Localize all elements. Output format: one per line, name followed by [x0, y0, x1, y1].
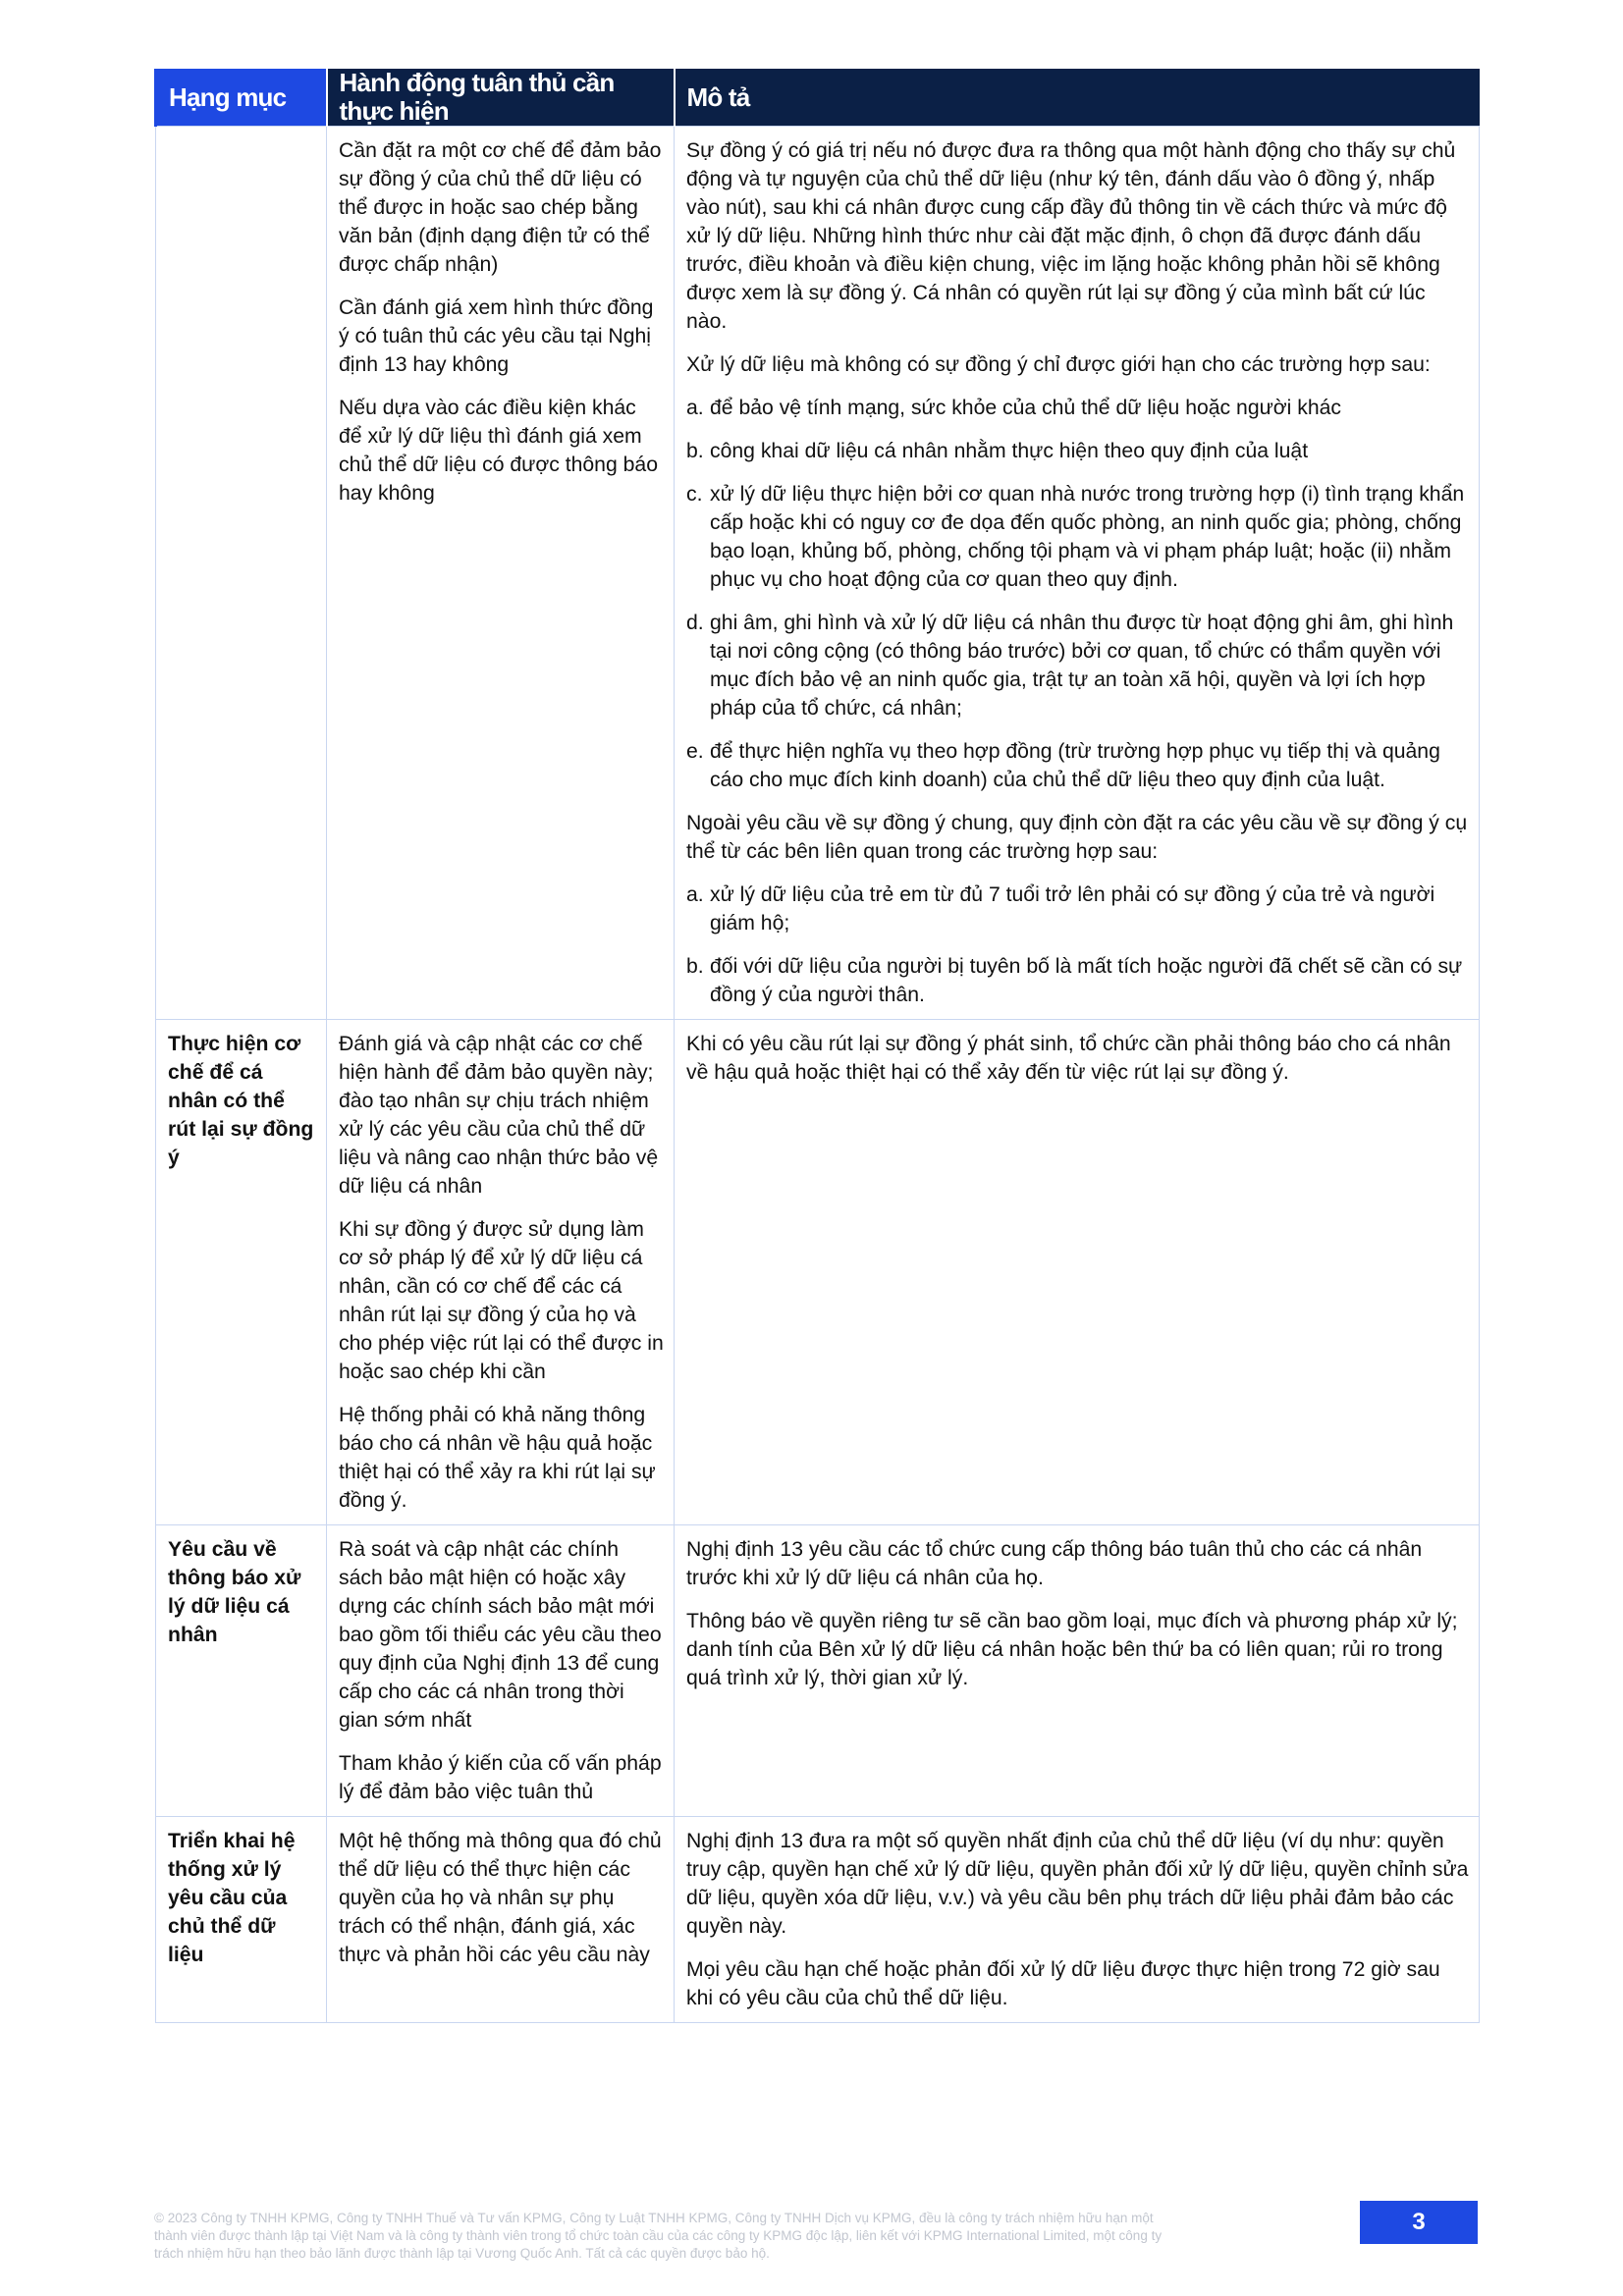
list-marker: c. [686, 483, 703, 506]
description-paragraph: Sự đồng ý có giá trị nếu nó được đưa ra thông qua một hành động cho thấy sự chủ động và tự nguyện của chủ thể dữ liệu (như ký tên, đánh dấu vào ô đồng ý, nhấp vào nút), sau khi cá nhân được cung cấp đầy đủ thông tin về cách thức và mức độ xử lý dữ liệu. Những hình thức như cài đặt mặc định, ô chọn đã được đánh dấu trước, điều khoản và điều kiện chung, việc im lặng hoặc không phản hồi sẽ không được xem là sự đồng ý. Cá nhân có quyền rút lại sự đồng ý của mình bất cứ lúc nào. [686, 139, 1456, 333]
table-header-row [156, 69, 1480, 127]
list-item-text: công khai dữ liệu cá nhân nhằm thực hiện theo quy định của luật [710, 440, 1309, 462]
description-cell [675, 1817, 1480, 2023]
category-cell: Yêu cầu về thông báo xử lý dữ liệu cá nhân [156, 1525, 327, 1817]
table-row [156, 1817, 1480, 2023]
header-actions: Hành động tuân thủ cần thực hiện [327, 69, 675, 127]
action-paragraph: Nếu dựa vào các điều kiện khác để xử lý dữ liệu thì đánh giá xem chủ thể dữ liệu có được thông báo hay không [339, 397, 658, 505]
list-item [686, 394, 1469, 422]
footer-copyright: © 2023 Công ty TNHH KPMG, Công ty TNHH Thuế và Tư vấn KPMG, Công ty Luật TNHH KPMG, Công ty TNHH Dịch vụ KPMG, đều là công ty trách nhiệm hữu hạn một thành viên được thành lập tại Việt Nam và là công ty thành viên trong tổ chức toàn cầu của các công ty KPMG độc lập, liên kết với KPMG International Limited, một công ty trách nhiệm hữu hạn theo bảo lãnh được thành lập tại Vương Quốc Anh. Tất cả các quyền được bảo hộ. [154, 2211, 1163, 2261]
category-cell: Thực hiện cơ chế để cá nhân có thể rút lại sự đồng ý [156, 1020, 327, 1525]
list-marker: a. [686, 883, 704, 906]
description-cell [675, 127, 1480, 1020]
list-item-text: đối với dữ liệu của người bị tuyên bố là mất tích hoặc người đã chết sẽ cần có sự đồng ý của người thân. [710, 955, 1463, 1006]
description-cell [675, 1525, 1480, 1817]
table-row [156, 127, 1480, 1020]
list-item-text: để bảo vệ tính mạng, sức khỏe của chủ thể dữ liệu hoặc người khác [710, 397, 1342, 419]
description-paragraph: Ngoài yêu cầu về sự đồng ý chung, quy định còn đặt ra các yêu cầu về sự đồng ý cụ thể từ các bên liên quan trong các trường hợp sau: [686, 812, 1468, 863]
list-marker: b. [686, 955, 704, 978]
action-paragraph: Đánh giá và cập nhật các cơ chế hiện hành để đảm bảo quyền này; đào tạo nhân sự chịu trách nhiệm xử lý các yêu cầu của chủ thể dữ liệu và nâng cao nhận thức bảo vệ dữ liệu cá nhân [339, 1033, 659, 1198]
description-cell [675, 1020, 1480, 1525]
actions-cell [327, 1817, 675, 2023]
description-paragraph: Thông báo về quyền riêng tư sẽ cần bao gồm loại, mục đích và phương pháp xử lý; danh tính của Bên xử lý dữ liệu cá nhân hoặc bên thứ ba có liên quan; rủi ro trong quá trình xử lý, thời gian xử lý. [686, 1610, 1458, 1689]
action-paragraph: Khi sự đồng ý được sử dụng làm cơ sở pháp lý để xử lý dữ liệu cá nhân, cần có cơ chế để các cá nhân rút lại sự đồng ý của họ và cho phép việc rút lại có thể được in hoặc sao chép khi cần [339, 1218, 664, 1383]
action-paragraph: Cần đánh giá xem hình thức đồng ý có tuân thủ các yêu cầu tại Nghị định 13 hay không [339, 296, 654, 376]
actions-cell [327, 1020, 675, 1525]
list-item-text: ghi âm, ghi hình và xử lý dữ liệu cá nhân thu được từ hoạt động ghi âm, ghi hình tại nơi công cộng (có thông báo trước) bởi cơ quan, tổ chức có thẩm quyền với mục đích bảo vệ an ninh quốc gia, trật tự an toàn xã hội, quyền và lợi ích hợp pháp của tổ chức, cá nhân; [710, 612, 1454, 720]
list-marker: a. [686, 397, 704, 419]
list-item [686, 609, 1469, 722]
actions-cell [327, 1525, 675, 1817]
compliance-table [154, 69, 1480, 2023]
action-paragraph: Rà soát và cập nhật các chính sách bảo mật hiện có hoặc xây dựng các chính sách bảo mật mới bao gồm tối thiểu các yêu cầu theo quy định của Nghị định 13 để cung cấp cho các cá nhân trong thời gian sớm nhất [339, 1538, 662, 1732]
header-description: Mô tả [675, 69, 1480, 127]
action-paragraph: Hệ thống phải có khả năng thông báo cho cá nhân về hậu quả hoặc thiệt hại có thể xảy ra khi rút lại sự đồng ý. [339, 1404, 656, 1512]
list-marker: b. [686, 440, 704, 462]
list-item [686, 480, 1469, 594]
category-cell [156, 127, 327, 1020]
list-marker: e. [686, 740, 704, 763]
list-item [686, 881, 1469, 937]
list-marker: d. [686, 612, 704, 634]
list-item [686, 437, 1469, 465]
list-item [686, 952, 1469, 1009]
list-item [686, 737, 1469, 794]
description-paragraph: Khi có yêu cầu rút lại sự đồng ý phát sinh, tổ chức cần phải thông báo cho cá nhân về hậu quả hoặc thiệt hại có thể xảy đến từ việc rút lại sự đồng ý. [686, 1033, 1451, 1084]
list-item-text: xử lý dữ liệu thực hiện bởi cơ quan nhà nước trong trường hợp (i) tình trạng khẩn cấp hoặc khi có nguy cơ đe dọa đến quốc phòng, an ninh quốc gia; phòng, chống bạo loạn, khủng bố, phòng, chống tội phạm và vi phạm pháp luật; hoặc (ii) nhằm phục vụ cho hoạt động của cơ quan theo quy định. [710, 483, 1465, 591]
action-paragraph: Một hệ thống mà thông qua đó chủ thể dữ liệu có thể thực hiện các quyền của họ và nhân sự phụ trách có thể nhận, đánh giá, xác thực và phản hồi các yêu cầu này [339, 1830, 662, 1966]
page-number: 3 [1360, 2201, 1478, 2244]
list-item-text: xử lý dữ liệu của trẻ em từ đủ 7 tuổi trở lên phải có sự đồng ý của trẻ và người giám hộ; [710, 883, 1435, 934]
description-paragraph: Xử lý dữ liệu mà không có sự đồng ý chỉ được giới hạn cho các trường hợp sau: [686, 353, 1431, 376]
header-category: Hạng mục [156, 69, 327, 127]
description-paragraph: Nghị định 13 đưa ra một số quyền nhất định của chủ thể dữ liệu (ví dụ như: quyền truy cập, quyền hạn chế xử lý dữ liệu, quyền phản đối xử lý dữ liệu, quyền chỉnh sửa dữ liệu, quyền xóa dữ liệu, v.v.) và yêu cầu bên phụ trách dữ liệu phải đảm bảo các quyền này. [686, 1830, 1469, 1938]
actions-cell [327, 127, 675, 1020]
action-paragraph: Cần đặt ra một cơ chế để đảm bảo sự đồng ý của chủ thể dữ liệu có thể được in hoặc sao chép bằng văn bản (định dạng điện tử có thể được chấp nhận) [339, 139, 662, 276]
table-row [156, 1525, 1480, 1817]
description-paragraph: Nghị định 13 yêu cầu các tổ chức cung cấp thông báo tuân thủ cho các cá nhân trước khi xử lý dữ liệu cá nhân của họ. [686, 1538, 1423, 1589]
table-row [156, 1020, 1480, 1525]
list-item-text: để thực hiện nghĩa vụ theo hợp đồng (trừ trường hợp phục vụ tiếp thị và quảng cáo cho mục đích kinh doanh) của chủ thể dữ liệu theo quy định của luật. [710, 740, 1440, 791]
category-cell: Triển khai hệ thống xử lý yêu cầu của chủ thể dữ liệu [156, 1817, 327, 2023]
action-paragraph: Tham khảo ý kiến của cố vấn pháp lý để đảm bảo việc tuân thủ [339, 1752, 662, 1803]
description-paragraph: Mọi yêu cầu hạn chế hoặc phản đối xử lý dữ liệu được thực hiện trong 72 giờ sau khi có yêu cầu của chủ thể dữ liệu. [686, 1958, 1440, 2009]
